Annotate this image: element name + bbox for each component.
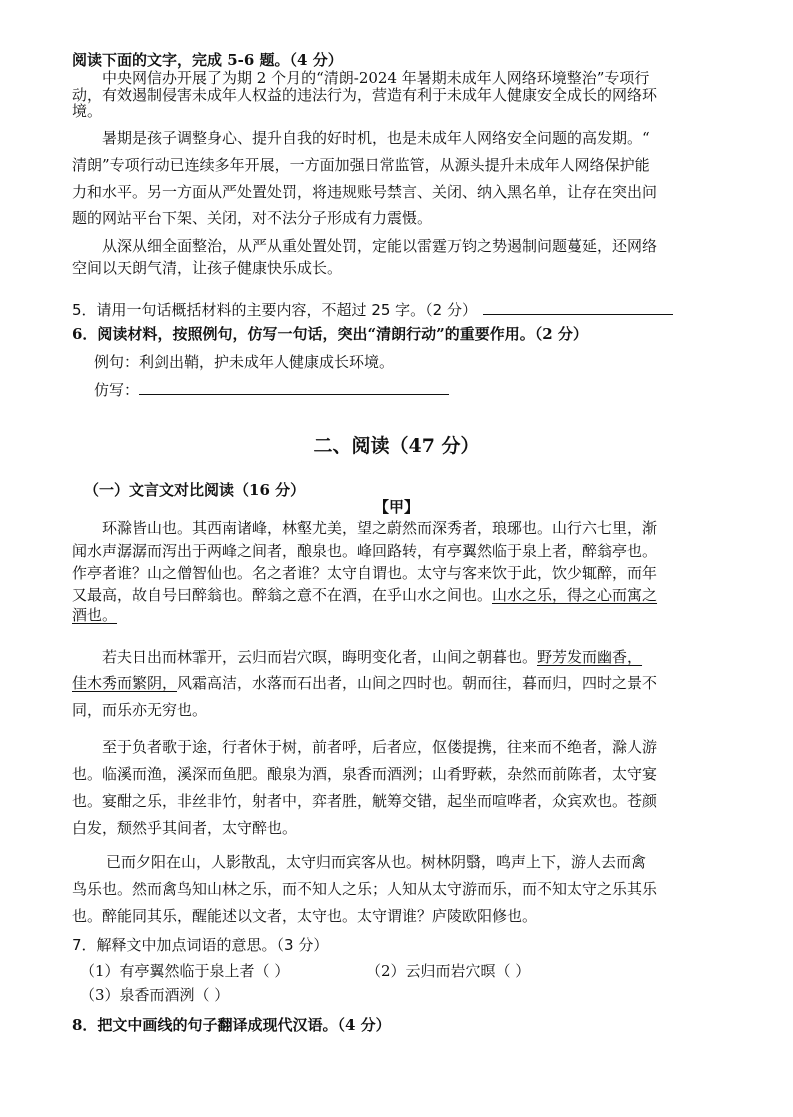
passage-line: 从深从细全面整治，从严从重处置处罚，定能以雷霆万钧之势遏制问题蔓延，还网络 [102,237,658,255]
passage-line: 境。 [72,102,103,120]
question-7: 7．解释文中加点词语的意思。（3 分） [72,936,329,954]
reading-intro: 阅读下面的文字，完成 5-6 题。（4 分） [72,51,343,69]
classical-line: 白发，颓然乎其间者，太守醉也。 [72,819,298,837]
underlined-sentence: 山水之乐，得之心而寓之 [492,586,658,604]
classical-line [72,605,117,625]
classical-text: 风霜高洁，水落而石出者，山间之四时也。朝而往，暮而归，四时之景不 [177,674,658,692]
classical-line: 也。醉能同其乐，醒能述以文者，太守也。太守谓谁？庐陵欧阳修也。 [72,907,538,925]
question-5 [72,300,673,320]
passage-line: 空间以天朗气清，让孩子健康快乐成长。 [72,259,343,277]
passage-line: 暑期是孩子调整身心、提升自我的好时机，也是未成年人网络安全问题的高发期。“ [102,129,650,147]
passage-line: 题的网站平台下架、关闭，对不法分子形成有力震慑。 [72,209,433,227]
passage-line: 中央网信办开展了为期 2 个月的“清朗-2024 年暑期未成年人网络环境整治”专项行 [102,69,650,87]
classical-line: 已而夕阳在山，人影散乱，太守归而宾客从也。树林阴翳，鸣声上下，游人去而禽 [106,853,647,871]
classical-line [72,585,657,605]
question-6-imitate [94,380,449,400]
classical-line: 鸟乐也。然而禽鸟知山林之乐，而不知人之乐；人知从太守游而乐，而不知太守之乐其乐 [72,880,658,898]
passage-line: 动，有效遏制侵害未成年人权益的违法行为，营造有利于未成年人健康安全成长的网络环 [72,86,658,104]
classical-line: 同，而乐亦无穷也。 [72,701,208,719]
classical-line [72,673,657,693]
underlined-sentence: 佳木秀而繁阴， [72,674,178,692]
classical-line: 环滁皆山也。其西南诸峰，林壑尤美，望之蔚然而深秀者，琅琊也。山行六七里，渐 [102,519,658,537]
answer-blank-6[interactable] [139,380,449,395]
passage-line: 力和水平。另一方面从严处置处罚，将违规账号禁言、关闭、纳入黑名单，让存在突出问 [72,183,658,201]
question-6-example: 例句：利剑出鞘，护未成年人健康成长环境。 [94,353,395,371]
question-7-item-1: （1）有亭翼然临于泉上者（ ） [80,962,290,980]
classical-line [102,647,642,667]
answer-blank-5[interactable] [483,300,673,315]
section-title: 二、阅读（47 分） [313,435,480,457]
underlined-sentence: 酒也。 [72,606,118,624]
question-8: 8．把文中画线的句子翻译成现代汉语。（4 分） [72,1016,391,1034]
classical-text: 又最高，故自号曰醉翁也。醉翁之意不在酒，在乎山水之间也。 [72,586,493,604]
classical-line: 也。临溪而渔，溪深而鱼肥。酿泉为酒，泉香而酒洌；山肴野蔌，杂然而前陈者，太守宴 [72,765,658,783]
question-6: 6．阅读材料，按照例句，仿写一句话，突出“清朗行动”的重要作用。（2 分） [72,325,588,343]
subsection-title: （一）文言文对比阅读（16 分） [84,481,306,499]
classical-line: 闻水声潺潺而泻出于两峰之间者，酿泉也。峰回路转，有亭翼然临于泉上者，醉翁亭也。 [72,542,658,560]
classical-text: 若夫日出而林霏开，云归而岩穴暝，晦明变化者，山间之朝暮也。 [102,648,538,666]
classical-line: 至于负者歌于途，行者休于树，前者呼，后者应，伛偻提携，往来而不绝者，滁人游 [102,738,658,756]
passage-line: 清朗”专项行动已连续多年开展，一方面加强日常监管，从源头提升未成年人网络保护能 [72,156,650,174]
underlined-sentence: 野芳发而幽香， [537,648,643,666]
imitate-label: 仿写： [94,381,140,399]
classical-line: 也。宴酣之乐，非丝非竹，射者中，弈者胜，觥筹交错，起坐而喧哗者，众宾欢也。苍颜 [72,792,658,810]
classical-line: 作亭者谁？山之僧智仙也。名之者谁？太守自谓也。太守与客来饮于此，饮少辄醉，而年 [72,564,658,582]
question-7-item-3: （3）泉香而酒洌（ ） [80,986,230,1004]
question-5-text: 5．请用一句话概括材料的主要内容，不超过 25 字。（2 分） [72,301,477,319]
question-7-item-2: （2）云归而岩穴暝（ ） [366,962,531,980]
text-label-jia: 【甲】 [373,498,419,516]
